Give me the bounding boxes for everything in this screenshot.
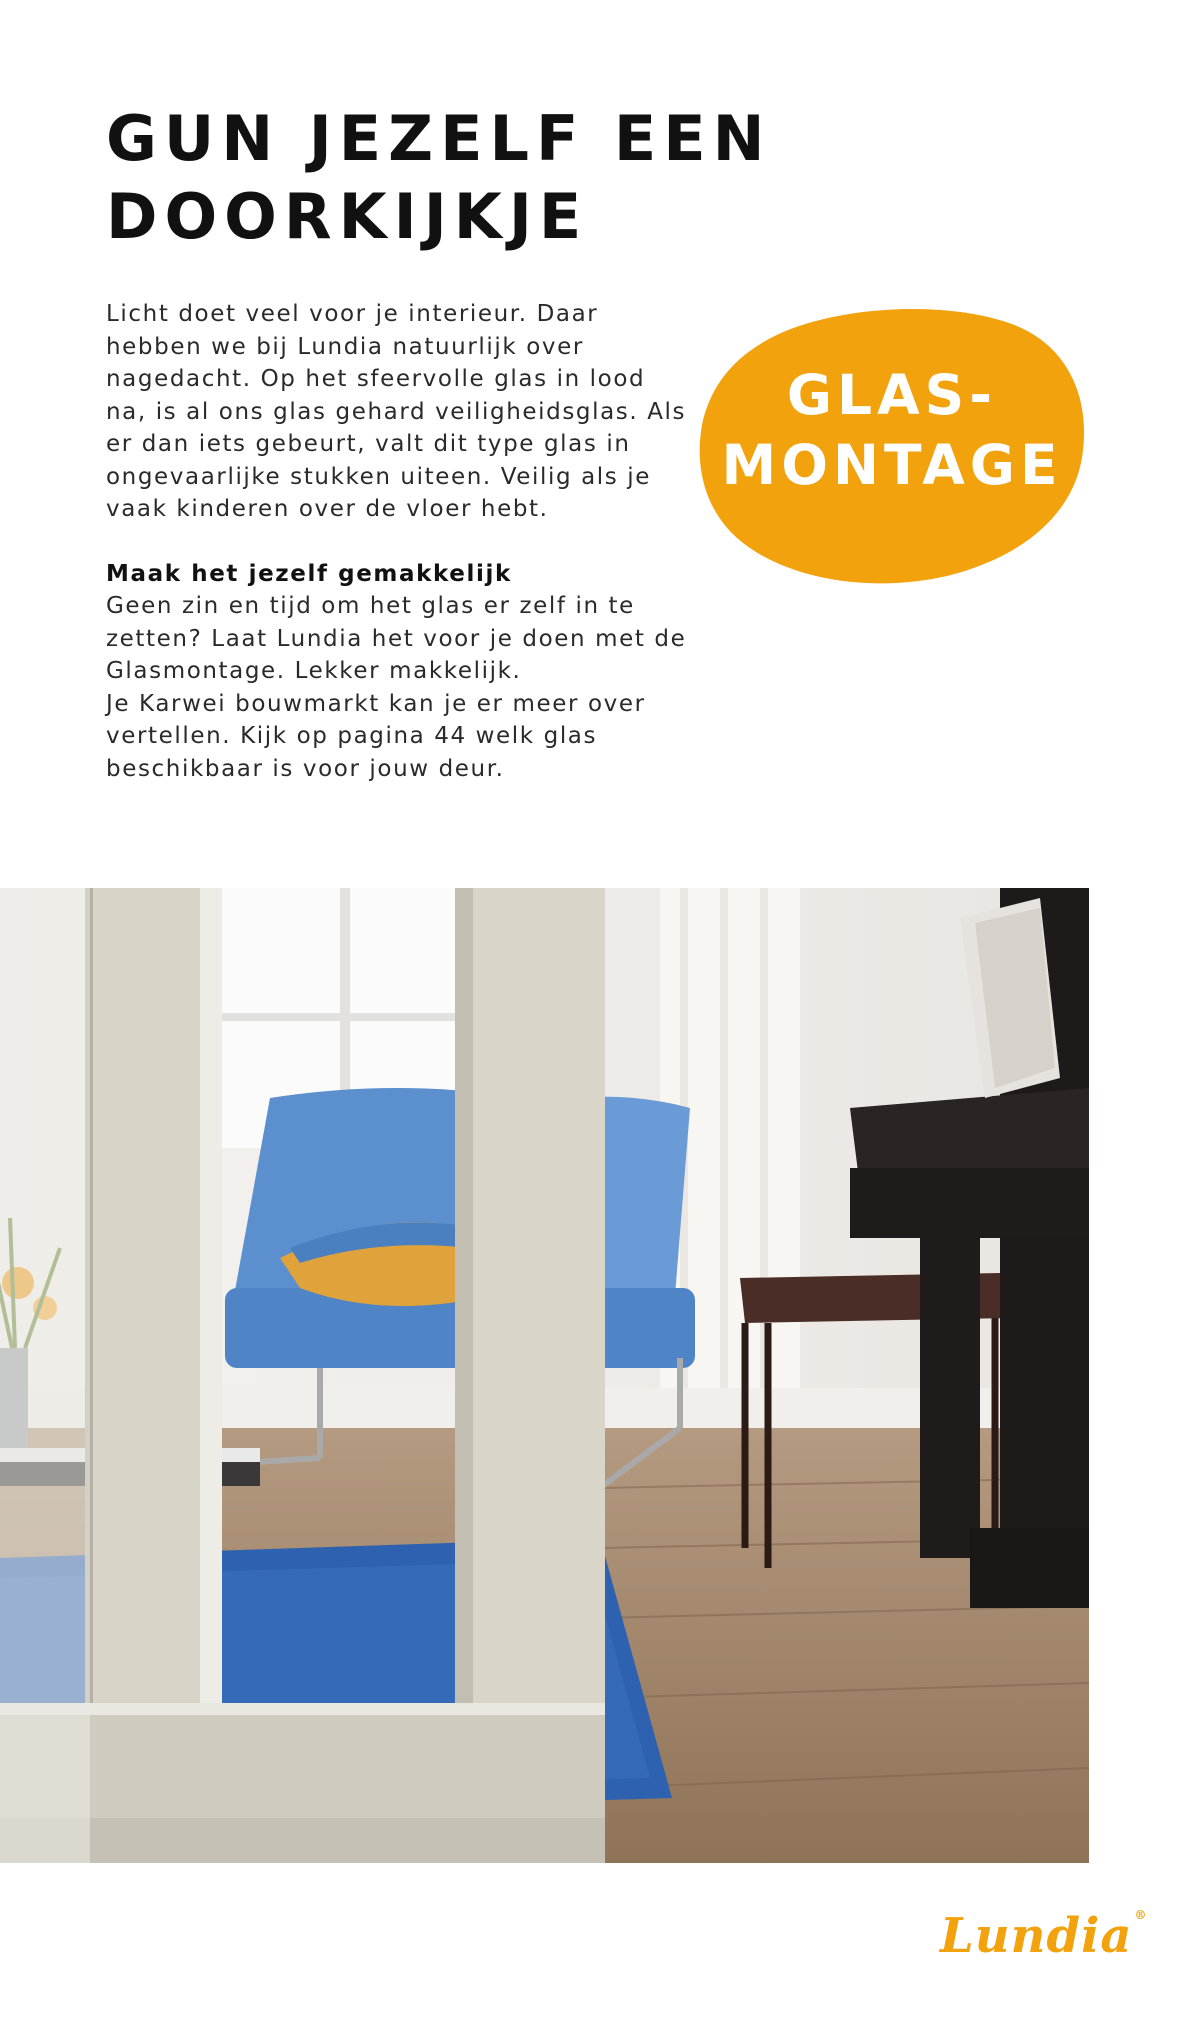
section-line: zetten? Laat Lundia het voor je doen met de — [106, 625, 687, 652]
section-line: beschikbaar is voor jouw deur. — [106, 755, 505, 782]
paragraph-gap — [106, 526, 686, 558]
badge-text — [697, 360, 1087, 500]
logo-mark: ® — [1134, 1908, 1148, 1922]
page-title — [106, 100, 806, 256]
title-line-1: GUN JEZELF EEN — [106, 102, 772, 175]
badge-line-2: MONTAGE — [721, 433, 1063, 497]
section-line: Je Karwei bouwmarkt kan je er meer over — [106, 690, 646, 717]
intro-line: vaak kinderen over de vloer hebt. — [106, 496, 549, 522]
title-line-2: DOORKIJKJE — [106, 180, 589, 253]
interior-photo — [0, 888, 1089, 1863]
section-line: Geen zin en tijd om het glas er zelf in te — [106, 593, 635, 619]
glasmontage-badge — [697, 298, 1087, 588]
badge-line-1: GLAS- — [786, 363, 998, 427]
living-room-photo-icon — [0, 888, 1089, 1863]
body-text — [106, 298, 686, 785]
intro-line: ongevaarlijke stukken uiteen. Veilig als je — [106, 463, 652, 490]
intro-line: hebben we bij Lundia natuurlijk over — [106, 333, 584, 360]
section-line: Glasmontage. Lekker makkelijk. — [106, 658, 522, 684]
subheading: Maak het jezelf gemakkelijk — [106, 560, 512, 587]
intro-line: nagedacht. Op het sfeervolle glas in lood — [106, 366, 646, 392]
intro-line: er dan iets gebeurt, valt dit type glas in — [106, 431, 631, 457]
intro-line: Licht doet veel voor je interieur. Daar — [106, 301, 599, 327]
section-line: vertellen. Kijk op pagina 44 welk glas — [106, 723, 598, 749]
intro-line: na, is al ons glas gehard veiligheidsglas. Als — [106, 398, 687, 425]
lundia-logo — [940, 1908, 1147, 1964]
logo-text: Lundia — [940, 1908, 1133, 1964]
